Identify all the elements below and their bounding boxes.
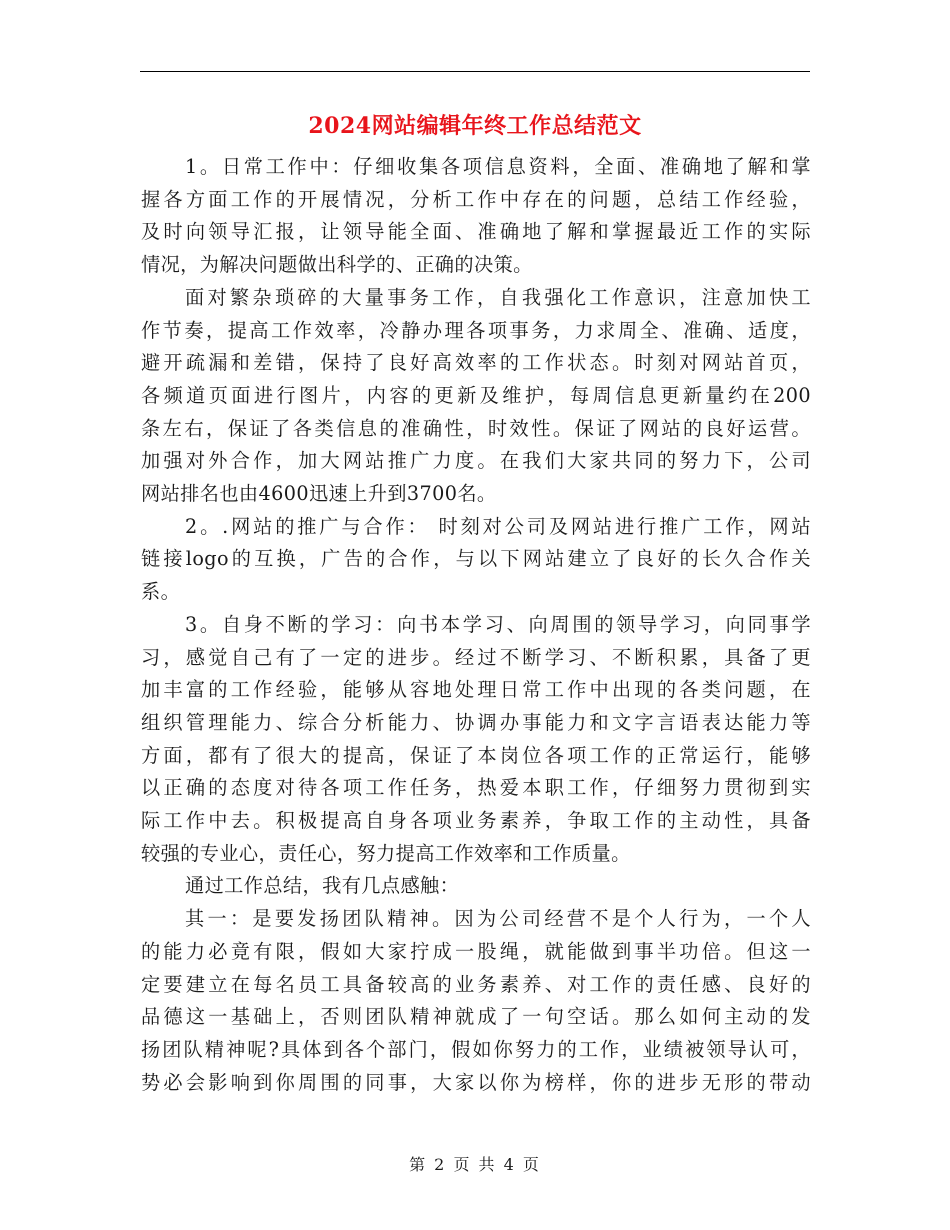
text-line: 网站排名也由4600迅速上升到3700名。 — [141, 482, 497, 506]
text-line: 的能力必竟有限，假如大家拧成一股绳，就能做到事半功倍。但这一 — [141, 939, 811, 963]
paragraph-promotion — [141, 511, 811, 609]
text-line: 习，感觉自己有了一定的进步。经过不断学习、不断积累，具备了更 — [141, 645, 811, 669]
text-line: 扬团队精神呢?具体到各个部门，假如你努力的工作，业绩被领导认可， — [141, 1037, 811, 1061]
text-line: 通过工作总结，我有几点感触： — [185, 874, 460, 898]
text-line: 其一：是要发扬团队精神。因为公司经营不是个人行为，一个人 — [185, 907, 811, 931]
document-title: 2024网站编辑年终工作总结范文 — [308, 113, 642, 139]
text-line: 组织管理能力、综合分析能力、协调办事能力和文字言语表达能力等 — [141, 710, 811, 734]
text-line: 加强对外合作，加大网站推广力度。在我们大家共同的努力下，公司 — [141, 449, 811, 473]
text-line: 以正确的态度对待各项工作任务，热爱本职工作，仔细努力贯彻到实 — [141, 776, 811, 800]
paragraph-daily-work — [141, 151, 811, 282]
text-line: 方面，都有了很大的提高，保证了本岗位各项工作的正常运行，能够 — [141, 743, 811, 767]
text-line: 2。.网站的推广与合作： 时刻对公司及网站进行推广工作，网站 — [185, 514, 811, 538]
text-line: 际工作中去。积极提高自身各项业务素养，争取工作的主动性，具备 — [141, 809, 811, 833]
text-line: 3。自身不断的学习：向书本学习、向周围的领导学习，向同事学 — [185, 612, 811, 636]
text-line: 各频道页面进行图片，内容的更新及维护，每周信息更新量约在200 — [141, 383, 811, 407]
text-line: 条左右，保证了各类信息的准确性，时效性。保证了网站的良好运营。 — [141, 416, 811, 440]
text-line: 势必会影响到你周围的同事，大家以你为榜样，你的进步无形的带动 — [141, 1070, 811, 1094]
text-line: 链接logo的互换，广告的合作，与以下网站建立了良好的长久合作关 — [141, 547, 811, 571]
header-rule — [140, 71, 810, 72]
text-line: 加丰富的工作经验，能够从容地处理日常工作中出现的各类问题，在 — [141, 678, 811, 702]
text-line: 1。日常工作中：仔细收集各项信息资料，全面、准确地了解和掌 — [185, 155, 811, 178]
paragraph-reflection-intro — [141, 870, 811, 903]
text-line: 情况，为解决问题做出科学的、正确的决策。 — [141, 253, 533, 277]
paragraph-learning — [141, 609, 811, 871]
page-number: 第 2 页 共 4 页 — [409, 1155, 541, 1174]
text-line: 作节奏，提高工作效率，冷静办理各项事务，力求周全、准确、适度， — [141, 318, 811, 342]
text-line: 面对繁杂琐碎的大量事务工作，自我强化工作意识，注意加快工 — [185, 285, 811, 309]
text-line: 避开疏漏和差错，保持了良好高效率的工作状态。时刻对网站首页， — [141, 351, 811, 375]
text-line: 品德这一基础上，否则团队精神就成了一句空话。那么如何主动的发 — [141, 1005, 811, 1029]
text-line: 系。 — [141, 580, 181, 604]
paragraph-team-spirit — [141, 903, 811, 1099]
text-line: 定要建立在每名员工具备较高的业务素养、对工作的责任感、良好的 — [141, 972, 811, 996]
document-body — [141, 151, 811, 1099]
text-line: 及时向领导汇报，让领导能全面、准确地了解和掌握最近工作的实际 — [141, 220, 811, 244]
text-line: 较强的专业心，责任心，努力提高工作效率和工作质量。 — [141, 841, 631, 865]
paragraph-affairs — [141, 282, 811, 511]
text-line: 握各方面工作的开展情况，分析工作中存在的问题，总结工作经验， — [141, 187, 811, 211]
